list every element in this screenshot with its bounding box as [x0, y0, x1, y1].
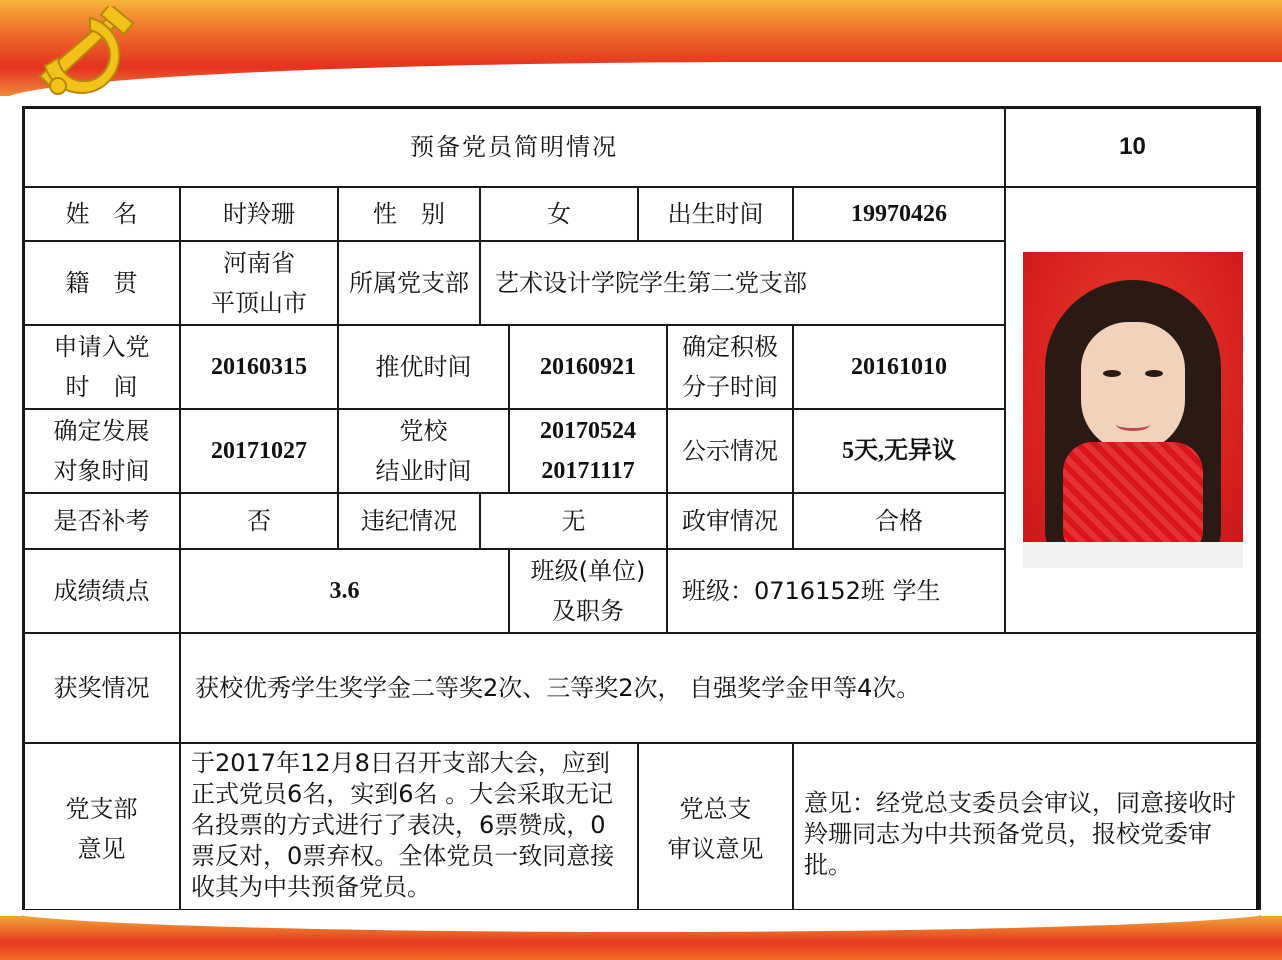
apply-value: 20160315: [180, 325, 338, 409]
branch-value: 艺术设计学院学生第二党支部: [480, 241, 1005, 325]
birth-value: 19970426: [793, 187, 1005, 241]
school-value: 20170524 20171117: [509, 409, 667, 493]
branch-opinion-label: 党支部 意见: [23, 743, 180, 915]
apply-label: 申请入党 时 间: [23, 325, 180, 409]
native-line-1: 河南省: [223, 249, 295, 277]
branch-label: 所属党支部: [338, 241, 480, 325]
class-value: 班级：0716152班 学生: [667, 549, 1260, 633]
native-value: [180, 241, 338, 325]
develop-label: 确定发展 对象时间: [23, 409, 180, 493]
recommend-value: 20160921: [509, 325, 667, 409]
native-label: 籍 贯: [23, 241, 180, 325]
name-value: 时羚珊: [180, 187, 338, 241]
gpa-label: 成绩绩点: [23, 549, 180, 633]
general-opinion-label: 党总支 审议意见: [638, 743, 793, 915]
political-value: 合格: [793, 493, 1005, 549]
native-line-2: 平顶山市: [211, 289, 307, 317]
makeup-value: 否: [180, 493, 338, 549]
page-title: 预备党员简明情况: [23, 107, 1005, 187]
gender-label: 性 别: [338, 187, 480, 241]
gpa-value: 3.6: [180, 549, 509, 633]
activist-value: 20161010: [793, 325, 1005, 409]
makeup-label: 是否补考: [23, 493, 180, 549]
recommend-label: 推优时间: [338, 325, 509, 409]
discipline-value: 无: [480, 493, 667, 549]
general-opinion-text: 意见：经党总支委员会审议，同意接收时羚珊同志为中共预备党员，报校党委审批。: [793, 743, 1260, 915]
branch-opinion-text: 于2017年12月8日召开支部大会，应到正式党员6名，实到6名 。大会采取无记名投票的方式进行了表决，6票赞成，0票反对，0票弃权。全体党员一致同意接收其为中共预备党员。: [180, 743, 638, 915]
name-label: 姓 名: [23, 187, 180, 241]
develop-value: 20171027: [180, 409, 338, 493]
public-value: 5天,无异议: [793, 409, 1005, 493]
birth-label: 出生时间: [638, 187, 793, 241]
class-label: 班级(单位) 及职务: [509, 549, 667, 633]
school-label: 党校 结业时间: [338, 409, 509, 493]
political-label: 政审情况: [667, 493, 793, 549]
party-emblem-icon: [20, 6, 160, 102]
awards-label: 获奖情况: [23, 633, 180, 743]
gender-value: 女: [480, 187, 638, 241]
awards-value: 获校优秀学生奖学金二等奖2次、三等奖2次， 自强奖学金甲等4次。: [180, 633, 1260, 743]
discipline-label: 违纪情况: [338, 493, 480, 549]
member-photo: [1023, 252, 1243, 568]
info-table: [22, 106, 1261, 916]
public-label: 公示情况: [667, 409, 793, 493]
record-number: 10: [1005, 107, 1260, 187]
photo-cell: [1005, 187, 1260, 633]
activist-label: 确定积极 分子时间: [667, 325, 793, 409]
